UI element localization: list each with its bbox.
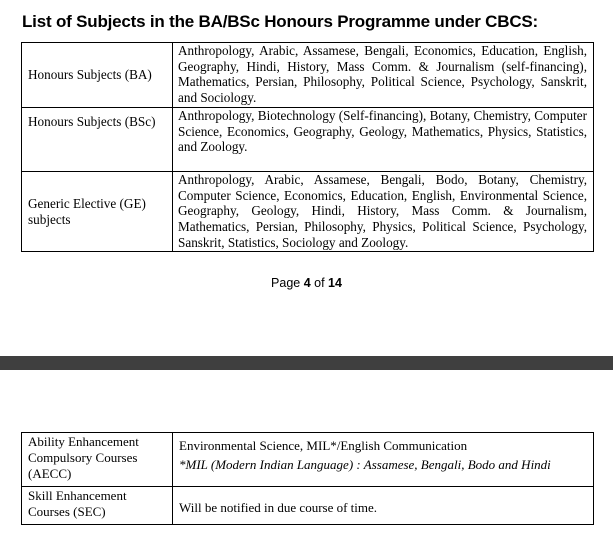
mil-note: *MIL (Modern Indian Language) : Assamese, Bengali, Bodo and Hindi xyxy=(179,457,551,472)
row-label-sec: Skill Enhancement Courses (SEC) xyxy=(22,487,173,525)
page-current: 4 xyxy=(303,276,311,290)
aecc-courses: Environmental Science, MIL*/English Communication xyxy=(179,438,468,453)
row-content-aecc xyxy=(173,433,594,487)
page-prefix: Page xyxy=(271,276,304,290)
table-row xyxy=(22,433,594,487)
row-label-aecc: Ability Enhancement Compulsory Courses (AECC) xyxy=(22,433,173,487)
row-content-generic-elective: Anthropology, Arabic, Assamese, Bengali, Bodo, Botany, Chemistry, Computer Science, Economics, Education, English, Environmental Science, Geography, Geology, Hindi, History, Mass Comm. & Journalism, Mathematics, Persian, Philosophy, Physics, Political Science, Psychology, Sanskrit, Statistics, Sociology and Zoology. xyxy=(173,172,594,252)
row-label-honours-ba: Honours Subjects (BA) xyxy=(22,43,173,108)
page-number xyxy=(0,276,613,290)
page-total: 14 xyxy=(328,276,342,290)
table-row xyxy=(22,108,594,172)
courses-table xyxy=(21,432,594,525)
page-divider xyxy=(0,356,613,370)
table-row xyxy=(22,172,594,252)
row-content-honours-bsc: Anthropology, Biotechnology (Self-financing), Botany, Chemistry, Computer Science, Economics, Geography, Geology, Mathematics, Physics, Statistics, and Zoology. xyxy=(173,108,594,172)
row-content-sec: Will be notified in due course of time. xyxy=(173,487,594,525)
row-content-honours-ba: Anthropology, Arabic, Assamese, Bengali, Economics, Education, English, Geography, Hindi, History, Mass Comm. & Journalism (self-financing), Mathematics, Persian, Philosophy, Political Science, Psychology, Sanskrit, and Sociology. xyxy=(173,43,594,108)
row-label-honours-bsc: Honours Subjects (BSc) xyxy=(22,108,173,172)
page-middle: of xyxy=(310,276,329,290)
row-label-generic-elective: Generic Elective (GE) subjects xyxy=(22,172,173,252)
table-row xyxy=(22,487,594,525)
page-title: List of Subjects in the BA/BSc Honours Programme under CBCS: xyxy=(22,12,539,31)
table-row xyxy=(22,43,594,108)
subjects-table xyxy=(21,42,594,252)
